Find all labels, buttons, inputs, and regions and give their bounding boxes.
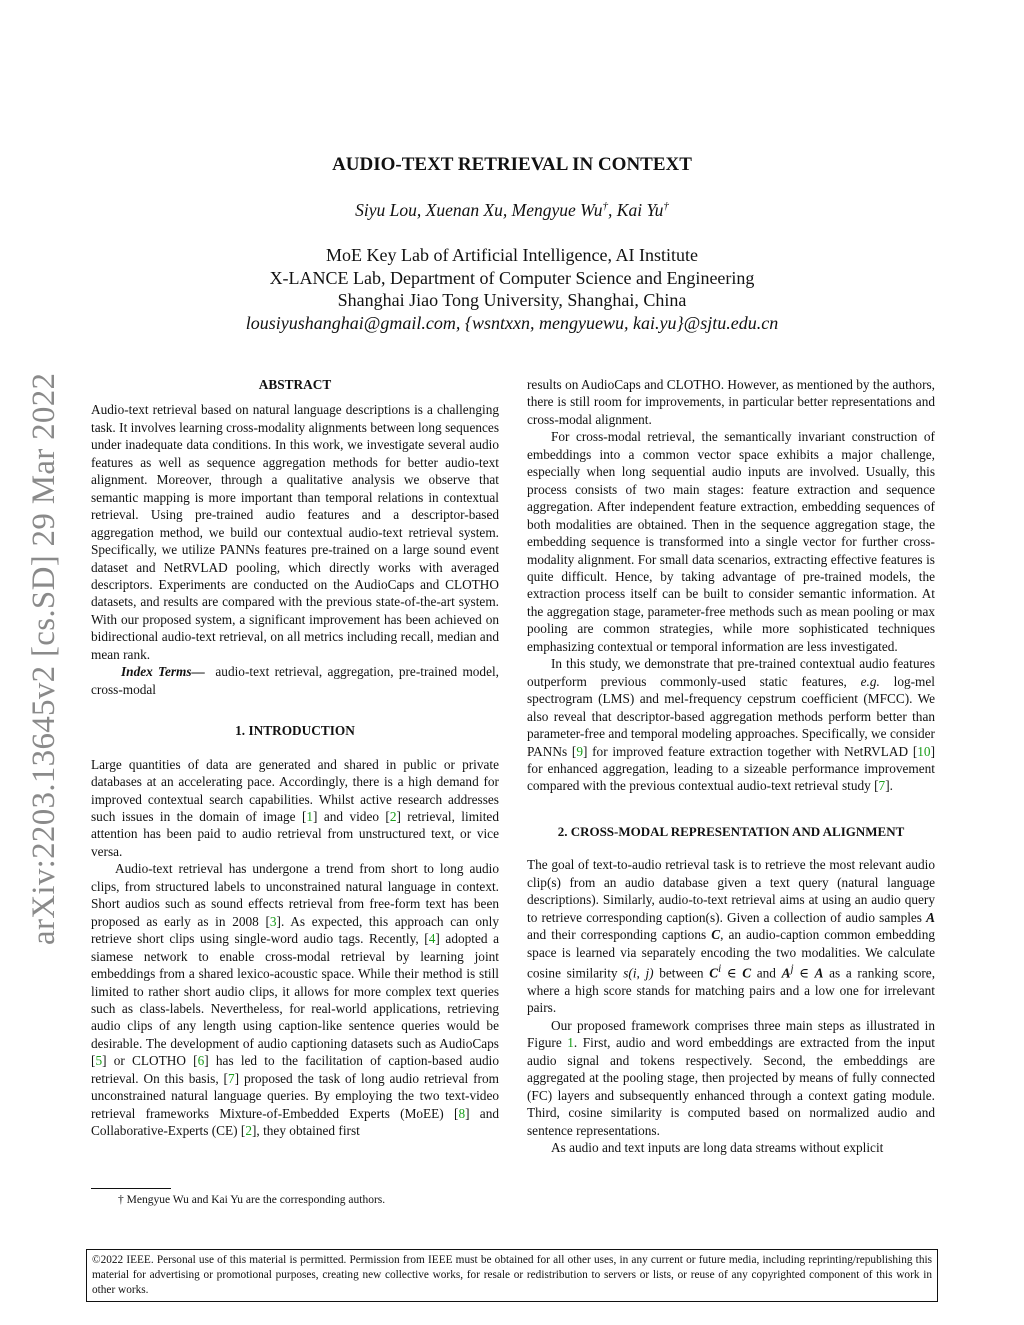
right-paragraph-0: results on AudioCaps and CLOTHO. However, as mentioned by the authors, there is still room for improvements, in particular better representations and cross-modal alignment. <box>527 377 935 427</box>
right-paragraph-4: Our proposed framework comprises three main steps as illustrated in Figure 1. First, audio and word embeddings are extracted from the input audio signal and tokens respectively. Second, the embeddings are aggregated at the pooling stage, then projected by means of fully connected (FC) layers and subsequently enhanced through a context gating module. Third, cosine similarity is computed based on normalized audio and sentence representations. <box>527 1017 936 1138</box>
abstract-heading: ABSTRACT <box>258 377 332 392</box>
citation-link[interactable]: 3 <box>269 913 277 929</box>
right-paragraph-3: The goal of text-to-audio retrieval task is to retrieve the most relevant audio clip(s) from an audio database given a text query (natural language descriptions). Similarly, audio-to-text retrieval aims at using an audio query to retrieve corresponding caption(s). Given a collection of audio samples A and their corresponding captions C, an audio-caption common embedding space is learned via separately encoding the two modalities. We calculate cosine similarity s(i, j) between $C^i$ ∈ C and $A^j$ ∈ A as a ranking score, where a high score stands for matching pairs and a low one for irrelevant pairs. <box>527 857 936 1016</box>
citation-link[interactable]: 1 <box>306 808 314 824</box>
authors-last: Kai Yu <box>616 200 664 220</box>
eg-abbrev: e.g. <box>860 673 880 689</box>
author-emails: lousiyushanghai@gmail.com, {wsntxxn, mengyuewu, kai.yu}@sjtu.edu.cn <box>245 312 779 333</box>
index-terms-text: audio-text retrieval, aggregation, pre-trained model, cross-modal <box>91 664 500 697</box>
authors-separator: , <box>608 200 617 220</box>
citation-link[interactable]: 8 <box>458 1105 466 1121</box>
citation-link[interactable]: 7 <box>878 778 886 794</box>
footnote-divider <box>91 1188 171 1189</box>
intro-paragraph-2: Audio-text retrieval has undergone a trend from short to long audio clips, from structured labels to unconstrained natural language in context. Short audios such as sound effects retrieval from free-form text has been proposed as early as in 2008 [3]. As expected, this approach can only retrieve short clips using single-word audio tags. Recently, [4] adopted a siamese network to enable cross-modal retrieval by learning joint embeddings from a shared lexico-acoustic space. While their method is still limited to rather short audio clips, it allows for more complex text queries such as class-labels. Nevertheless, for real-world applications, retrieving audio clips of any length using caption-like sentence queries would be desirable. The development of audio captioning datasets such as AudioCaps [5] or CLOTHO [6] has led to the facilitation of caption-based audio retrieval. On this basis, [7] proposed the task of long audio retrieval from unconstrained natural language queries. By employing the two text-video retrieval frameworks Mixture-of-Embedded Experts (MoEE) [8] and Collaborative-Experts (CE) [2], they obtained first <box>91 861 499 1139</box>
copyright-notice: ©2022 IEEE. Personal use of this material is permitted. Permission from IEEE must be obtained for all other uses, in any current or future media, including reprinting/republishing this material for advertising or promotional purposes, creating new collective works, for resale or redistribution to servers or lists, or reuse of any copyrighted component of this work in other works. <box>86 1249 938 1302</box>
affiliation-block <box>0 244 1024 334</box>
left-column <box>91 376 499 1140</box>
affiliation-line: Shanghai Jiao Tong University, Shanghai, China <box>337 290 687 310</box>
similarity-formula: s(i, j) <box>623 965 654 981</box>
affiliation-line: MoE Key Lab of Artificial Intelligence, AI Institute <box>326 245 698 265</box>
paper-title: AUDIO-TEXT RETRIEVAL IN CONTEXT <box>332 154 692 175</box>
dagger-mark: † <box>663 200 669 213</box>
section-heading-cross-modal: 2. CROSS-MODAL REPRESENTATION AND ALIGNMENT <box>557 823 905 839</box>
authors-main: Siyu Lou, Xuenan Xu, Mengyue Wu <box>355 200 603 220</box>
index-terms-label: Index Terms— <box>121 664 205 680</box>
citation-link[interactable]: 4 <box>428 931 436 947</box>
citation-link[interactable]: 2 <box>389 808 397 824</box>
author-list <box>0 200 1024 221</box>
right-paragraph-1: For cross-modal retrieval, the semantically invariant construction of embeddings into a common vector space exhibits a major challenge, especially when long sequential audio inputs are involved. Usually, this process consists of two main stages: feature extraction and sequence aggregation. After independent feature extraction, embedding sequences of both modalities are obtained. Then in the sequence aggregation stage, the embedding sequence is transformed into a single vector for further cross-modality alignment. For small data scenarios, extracting effective features is quite difficult. Hence, by taking advantage of pre-trained models, the extraction process itself can be built to consider semantic information. At the aggregation stage, parameter-free methods such as mean pooling or max pooling are common strategies, while more sophisticated techniques emphasizing contextual or temporal information are less investigated. <box>527 429 935 654</box>
citation-link[interactable]: 10 <box>917 743 931 759</box>
intro-paragraph-1: Large quantities of data are generated and shared in public or private databases at an accelerating pace. Accordingly, there is a high demand for improved contextual search capabilities. Whilst active research addresses such issues in the domain of image [1] and video [2] retrieval, limited attention has been paid to audio retrieval from unstructured text, or vice versa. <box>91 756 499 859</box>
right-column <box>527 376 935 1156</box>
citation-link[interactable]: 2 <box>245 1123 252 1139</box>
right-paragraph-5: As audio and text inputs are long data streams without explicit <box>551 1140 884 1155</box>
citation-link[interactable]: 6 <box>197 1053 205 1069</box>
affiliation-line: X-LANCE Lab, Department of Computer Science and Engineering <box>269 267 755 288</box>
arxiv-identifier: arXiv:2203.13645v2 [cs.SD] 29 Mar 2022 <box>26 372 62 945</box>
section-heading-introduction: 1. INTRODUCTION <box>235 723 355 739</box>
right-paragraph-2: In this study, we demonstrate that pre-trained contextual audio features outperform previous commonly-used static features, e.g. log-mel spectrogram (LMS) and mel-frequency cepstrum coefficient (MFCC). We also reveal that descriptor-based aggregation methods perform better than parameter-free and temporal modeling approaches. Specifically, we consider PANNs [9] for improved feature extraction together with NetRVLAD [10] for enhanced aggregation, leading to a sizeable performance improvement compared with the previous contextual audio-text retrieval study [7]. <box>527 656 935 794</box>
abstract-text: Audio-text retrieval based on natural language descriptions is a challenging task. It involves learning cross-modality alignments between long sequences under inadequate data conditions. In this work, we investigate several audio features as well as sequence aggregation methods for better audio-text alignment. Moreover, through a qualitative analysis we observe that semantic mapping is more important than temporal relations in contextual retrieval. Using pre-trained audio features and a descriptor-based aggregation method, we build our contextual audio-text retrieval system. Specifically, we utilize PANNs features pre-trained on a large sound event dataset and NetRVLAD pooling, which directly works with averaged descriptors. Experiments are conducted on the AudioCaps and CLOTHO datasets, and results are compared with the previous state-of-the-art system. With our proposed system, a significant improvement has been achieved on bidirectional audio-text retrieval, on all metrics including recall, median and mean rank. <box>91 402 499 662</box>
citation-link[interactable]: 5 <box>95 1053 103 1069</box>
index-terms <box>91 663 499 698</box>
citation-link[interactable]: 9 <box>576 743 583 759</box>
citation-link[interactable]: 7 <box>227 1070 235 1086</box>
footnote: † Mengyue Wu and Kai Yu are the corresponding authors. <box>118 1194 386 1206</box>
figure-link[interactable]: 1 <box>567 1035 574 1051</box>
dagger-mark: † <box>602 200 609 213</box>
